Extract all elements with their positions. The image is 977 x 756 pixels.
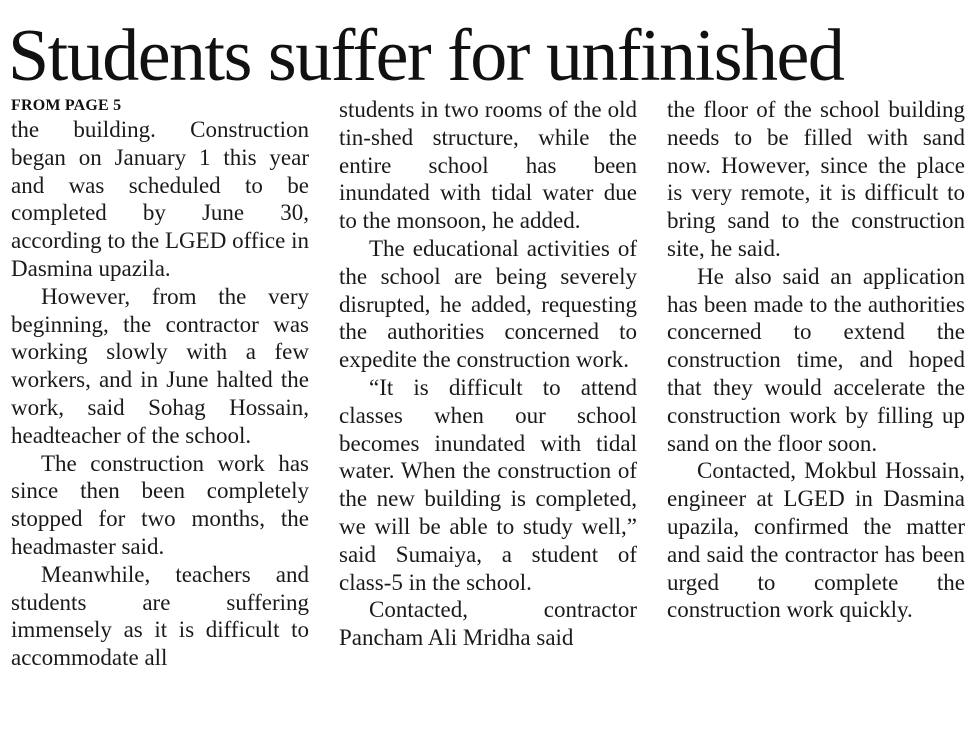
paragraph: the floor of the school building needs to be filled with sand now. However, since the place is very remote, it is difficult to bring sand to the construction site, he said. xyxy=(667,97,965,261)
paragraph: the building. Construction began on January 1 this year and was scheduled to be completed by June 30, according to the LGED office in Dasmina upazila. xyxy=(11,117,309,281)
headline: Students suffer for unfinished xyxy=(8,15,844,97)
jump-line: FROM PAGE 5 xyxy=(11,97,122,114)
paragraph: Meanwhile, teachers and students are suffering immensely as it is difficult to accommodate all xyxy=(11,561,309,671)
paragraph: The educational activities of the school are being severely disrupted, he added, requesting the authorities concerned to expedite the construction work. xyxy=(339,235,637,373)
article-column-1 xyxy=(11,96,309,756)
paragraph: However, from the very beginning, the contractor was working slowly with a few workers, and in June halted the work, said Sohag Hossain, headteacher of the school. xyxy=(11,283,309,448)
article-column-2 xyxy=(339,96,637,756)
paragraph: Contacted, Mokbul Hossain, engineer at LGED in Dasmina upazila, confirmed the matter and said the contractor has been urged to complete the construction work quickly. xyxy=(667,458,965,623)
paragraph: The construction work has since then been completely stopped for two months, the headmaster said. xyxy=(11,450,309,559)
paragraph: Contacted, contractor Pancham Ali Mridha said xyxy=(339,597,637,651)
paragraph: He also said an application has been made to the authorities concerned to extend the construction time, and hoped that they would accelerate the construction work by filling up sand on the floor soon. xyxy=(667,263,965,456)
paragraph: “It is difficult to attend classes when our school becomes inundated with tidal water. When the construction of the new building is completed, we will be able to study well,” said Sumaiya, a student of class-5 in the school. xyxy=(339,374,637,595)
paragraph: students in two rooms of the old tin-shed structure, while the entire school has been inundated with tidal water due to the monsoon, he added. xyxy=(339,97,637,234)
article-column-3 xyxy=(667,96,965,756)
